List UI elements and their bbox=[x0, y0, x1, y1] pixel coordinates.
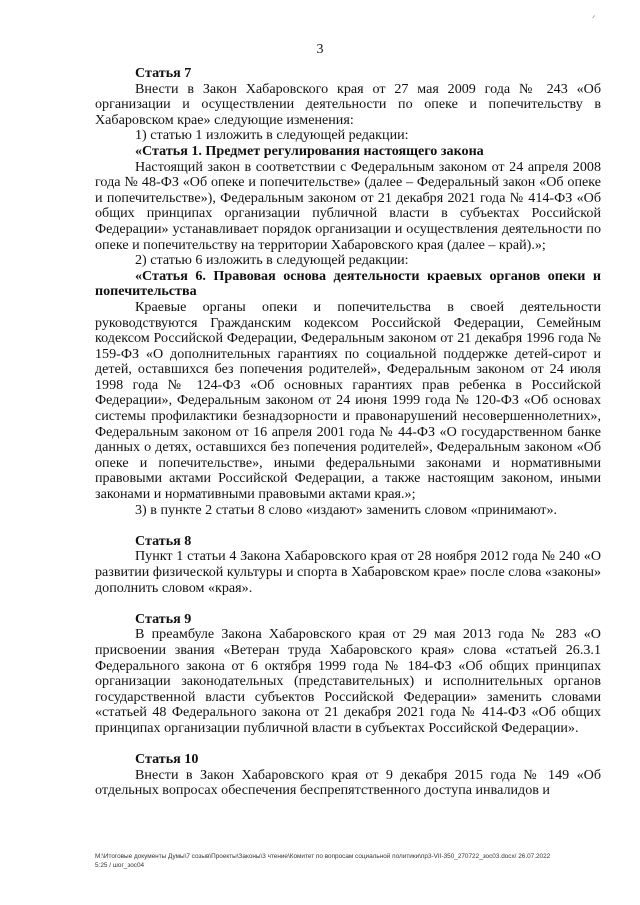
paragraph-gap bbox=[95, 518, 601, 534]
footer-path: M:\Итоговые документы Думы\7 созыв\Проекты\Законы\3 чтение\Комитет по вопросам социальной политики\пр3-VII-350_270722_зос03.docx/ 26.07.2022 bbox=[95, 853, 551, 860]
paragraph: Настоящий закон в соответствии с Федеральным законом от 24 апреля 2008 года № 48-ФЗ «Об опеке и попечительстве» (далее – Федеральный закон «Об опеке и попечительстве»), Федеральным законом от 21 декабря 2021 года № 414-ФЗ «Об общих принципах организации публичной власти в субъектах Российской Федерации» устанавливает порядок организации и осуществления деятельности по опеке и попечительству на территории Хабаровского края (далее – край).»; bbox=[95, 158, 601, 253]
article-heading: Статья 9 bbox=[135, 610, 192, 627]
paragraph: Внести в Закон Хабаровского края от 27 мая 2009 года № 243 «Об организации и осуществлении деятельности по опеке и попечительству в Хабаровском крае» следующие изменения: bbox=[95, 80, 601, 128]
paragraph: Внести в Закон Хабаровского края от 9 декабря 2015 года № 149 «Об отдельных вопросах обеспечения беспрепятственного доступа инвалидов и bbox=[95, 766, 601, 799]
footer-line2: 5:25 / шог_зос04 bbox=[95, 861, 145, 869]
paragraph: 1) статью 1 изложить в следующей редакции: bbox=[135, 127, 409, 144]
document-body bbox=[95, 66, 601, 799]
paragraph: 2) статью 6 изложить в следующей редакции: bbox=[135, 252, 409, 269]
section-title: «Статья 1. Предмет регулирования настоящего закона bbox=[135, 142, 484, 159]
section-title: «Статья 6. Правовая основа деятельности краевых органов опеки и попечительства bbox=[95, 267, 601, 300]
article-heading: Статья 10 bbox=[135, 751, 199, 768]
paragraph: Краевые органы опеки и попечительства в своей деятельности руководствуются Гражданским кодексом Российской Федерации, Семейным кодексом Российской Федерации, Федеральным законом от 21 декабря 1996 года № 159-ФЗ «О дополнительных гарантиях по социальной поддержке детей-сирот и детей, оставшихся без попечения родителей», Федеральным законом от 24 июля 1998 года № 124-ФЗ «Об основных гарантиях прав ребенка в Российской Федерации», Федеральным законом от 24 июня 1999 года № 120-ФЗ «Об основах системы профилактики безнадзорности и правонарушений несовершеннолетних», Федеральным законом от 16 апреля 2001 года № 44-ФЗ «О государственном банке данных о детях, оставшихся без попечения родителей», Федеральным законом «Об опеке и попечительстве», иными федеральными законами и нормативными правовыми актами Российской Федерации, а также настоящим законом, иными законами и нормативными правовыми актами края.»; bbox=[95, 298, 601, 503]
page-number: 3 bbox=[316, 42, 324, 57]
footer bbox=[95, 853, 605, 870]
paragraph: В преамбуле Закона Хабаровского края от 29 мая 2013 года № 283 «О присвоении звания «Ветеран труда Хабаровского края» слова «статьей 26.3.1 Федерального закона от 6 октября 1999 года № 184-ФЗ «Об общих принципах организации законодательных (представительных) и исполнительных органов государственной власти субъектов Российской Федерации» заменить словами «статьей 48 Федерального закона от 21 декабря 2021 года № 414-ФЗ «Об общих принципах организации публичной власти в субъектах Российской Федерации». bbox=[95, 626, 601, 736]
article-heading: Статья 7 bbox=[135, 65, 192, 81]
paragraph-gap bbox=[95, 596, 601, 612]
article-heading: Статья 8 bbox=[135, 532, 192, 549]
paragraph: Пункт 1 статьи 4 Закона Хабаровского края от 28 ноября 2012 года № 240 «О развитии физической культуры и спорта в Хабаровском крае» после слова «законы» дополнить словом «края». bbox=[95, 548, 601, 596]
paragraph: 3) в пункте 2 статьи 8 слово «издают» заменить словом «принимают». bbox=[135, 501, 558, 518]
corner-mark: ᐟ bbox=[592, 14, 596, 23]
paragraph-gap bbox=[95, 737, 601, 753]
